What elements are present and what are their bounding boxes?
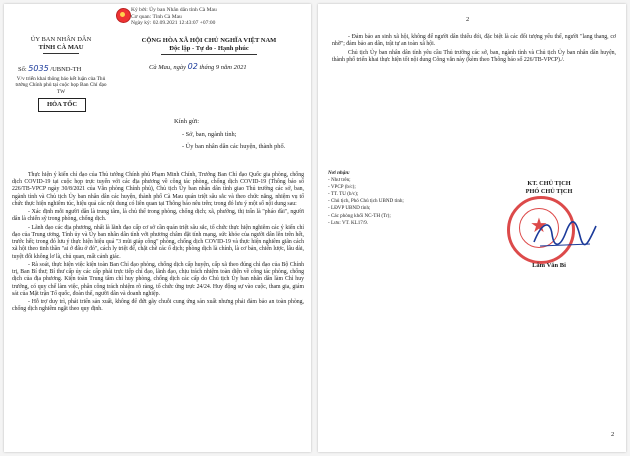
digital-signature-seal-icon [116, 8, 131, 23]
org-underline [43, 53, 79, 54]
recipient-item: - Ủy ban nhân dân các huyện, thành phố. [182, 143, 286, 150]
document-body [12, 172, 304, 315]
sign-line2: PHÓ CHỦ TỊCH [525, 188, 573, 195]
body-paragraph: Thực hiện ý kiến chỉ đạo của Thủ tướng Chính phủ Phạm Minh Chính, Trưởng Ban Chỉ đạo Quốc gia phòng, chống dịch COVID-19 tại cuộc họp trực tuyến với các địa phương về công tác phòng, chống dịch COVID-19 (Thông báo số 226/TB-VPCP ngày 30/8/2021 của Văn phòng Chính phủ), Chủ tịch Ủy ban nhân dân tỉnh giao Thủ trưởng các sở, ban, ngành tỉnh và Chủ tịch Ủy ban nhân dân các huyện, thành phố Cà Mau quán triệt sâu sắc và theo chức năng, nhiệm vụ tổ chức thực hiện nghiêm túc, hiệu quả các nội dung có liên quan tại Thông báo nêu trên; trong đó lưu ý một số nội dung sau: [12, 172, 304, 207]
document-number [18, 64, 81, 73]
nation-motto: Độc lập - Tự do - Hạnh phúc [169, 45, 249, 52]
document-body-continued [332, 34, 616, 66]
doc-num-prefix: Số: [18, 66, 27, 73]
document-page-1 [4, 4, 311, 452]
recipient-entry: - LĐVP UBND tỉnh; [328, 205, 371, 212]
recipients-title: Nơi nhận: [328, 170, 350, 176]
digital-signature-agency: Cơ quan: Tỉnh Cà Mau [131, 13, 182, 20]
body-paragraph: - Xác định mỗi người dân là trung tâm, là chủ thể trong phòng, chống dịch; xã, phường, thị trấn là "pháo đài", người dân là chiến sỹ trong phòng, chống dịch. [12, 209, 304, 223]
body-paragraph: - Lãnh đạo các địa phương, nhất là lãnh đạo cấp cơ sở cần quán triệt sâu sắc, tổ chức thực hiện nghiêm các ý kiến chỉ đạo của Trung ương, Tỉnh ủy và Ủy ban nhân dân tỉnh với phương châm đặt tính mạng, sức khỏe của người dân lên trên hết, trước hết; trong đó lưu ý thực hiện hiệu quả "3 mũi giáp công" phòng, chống dịch COVID-19 và thực hiện nghiêm giãn cách xã hội theo tinh thần "ai ở đâu ở đó", cách ly triệt để, chặt chẽ các ổ dịch; phòng dịch là chính, là cơ bản, chiến lược, lâu dài, tuyệt đối không lơ là, chủ quan, mất cảnh giác. [12, 224, 304, 260]
recipient-entry: - Như trên; [328, 177, 351, 184]
page-number-bottom: 2 [611, 431, 615, 438]
recipients-list [328, 170, 478, 227]
recipient-item: - Sở, ban, ngành tỉnh; [182, 131, 237, 138]
document-date [149, 62, 247, 71]
signer-name: Lâm Văn Bi [532, 262, 566, 269]
recipient-entry: - Chủ tịch, Phó Chủ tịch UBND tỉnh; [328, 198, 404, 205]
signature-title [486, 180, 612, 196]
sign-line1: KT. CHỦ TỊCH [527, 180, 571, 187]
recipient-entry: - Các phòng khối NC-TH (Tr); [328, 212, 391, 219]
national-header [116, 37, 302, 55]
doc-num-handwritten: 5035 [28, 64, 49, 73]
issuing-organization [12, 36, 110, 54]
org-name-line1: ỦY BAN NHÂN DÂN [30, 36, 92, 43]
body-paragraph: - Đảm bảo an sinh xã hội, không để người dân thiếu đói, đặc biệt là các đối tượng yếu thế, người "lang thang, cơ nhỡ"; đảm bảo an dân, trật tự an toàn xã hội. [332, 34, 616, 48]
date-prefix: Cà Mau, ngày [149, 64, 187, 71]
nation-title: CỘNG HÒA XÃ HỘI CHỦ NGHĨA VIỆT NAM [141, 37, 277, 44]
date-day-handwritten: 02 [187, 62, 198, 71]
body-paragraph: - Rà soát, thực hiện việc kiện toàn Ban Chỉ đạo phòng, chống dịch cấp huyện, cấp xã theo đúng chỉ đạo của Bộ Chính trị, Ban Bí thư; Bí thư cấp ủy các cấp phải trực tiếp chỉ đạo, lãnh đạo, chịu trách nhiệm toàn diện về công tác phòng, chống dịch của địa phương. Kiện toàn Trung tâm chỉ huy phòng, chống dịch các cấp do Chủ tịch Ủy ban nhân dân làm Chỉ huy trưởng, có quy chế làm việc, phân công trách nhiệm rõ ràng, tổ chức ứng trực 24/24. Huy động sự vào cuộc, tham gia, giám sát của Mặt trận Tổ quốc, đoàn thể, người dân và doanh nghiệp. [12, 262, 304, 297]
urgency-stamp: HỎA TỐC [38, 98, 86, 112]
salutation: Kính gửi: [174, 118, 200, 125]
digital-signature-date: Ngày ký: 02.09.2021 12:43:07 +07:00 [131, 20, 216, 26]
org-name-line2: TỈNH CÀ MAU [38, 44, 84, 51]
body-paragraph: - Hỗ trợ duy trì, phát triển sản xuất, không để đứt gãy chuỗi cung ứng sản xuất nhưng phải đảm bảo an toàn phòng, chống dịch nghiêm ngặt theo quy định. [12, 299, 304, 313]
digital-signature-signer: Ký bởi: Ủy ban Nhân dân tỉnh Cà Mau [131, 7, 217, 13]
recipient-entry: - Lưu: VT. KL17/9. [328, 219, 369, 226]
digital-signature-info [131, 7, 299, 27]
body-paragraph: Chủ tịch Ủy ban nhân dân tỉnh yêu cầu Thủ trưởng các sở, ban, ngành tỉnh và Chủ tịch Ủy ban nhân dân huyện, thành phố triển khai thực hiện tốt nội dung Công văn này (kèm theo Thông báo số 226/TB-VPCP)./. [332, 49, 616, 64]
document-page-2 [318, 4, 626, 452]
handwritten-signature-icon [530, 214, 600, 254]
recipient-entry: - TT. TU (b/c); [328, 191, 359, 198]
doc-num-suffix: /UBND-TH [50, 66, 82, 73]
document-subject: V/v triển khai thông báo kết luận của Thủ tướng Chính phủ tại cuộc họp Ban Chỉ đạo TW [15, 76, 107, 95]
nation-underline [161, 54, 257, 55]
date-suffix: tháng 9 năm 2021 [199, 64, 247, 71]
recipient-entry: - VPCP (b/c); [328, 184, 356, 191]
page-number-top: 2 [466, 16, 470, 23]
